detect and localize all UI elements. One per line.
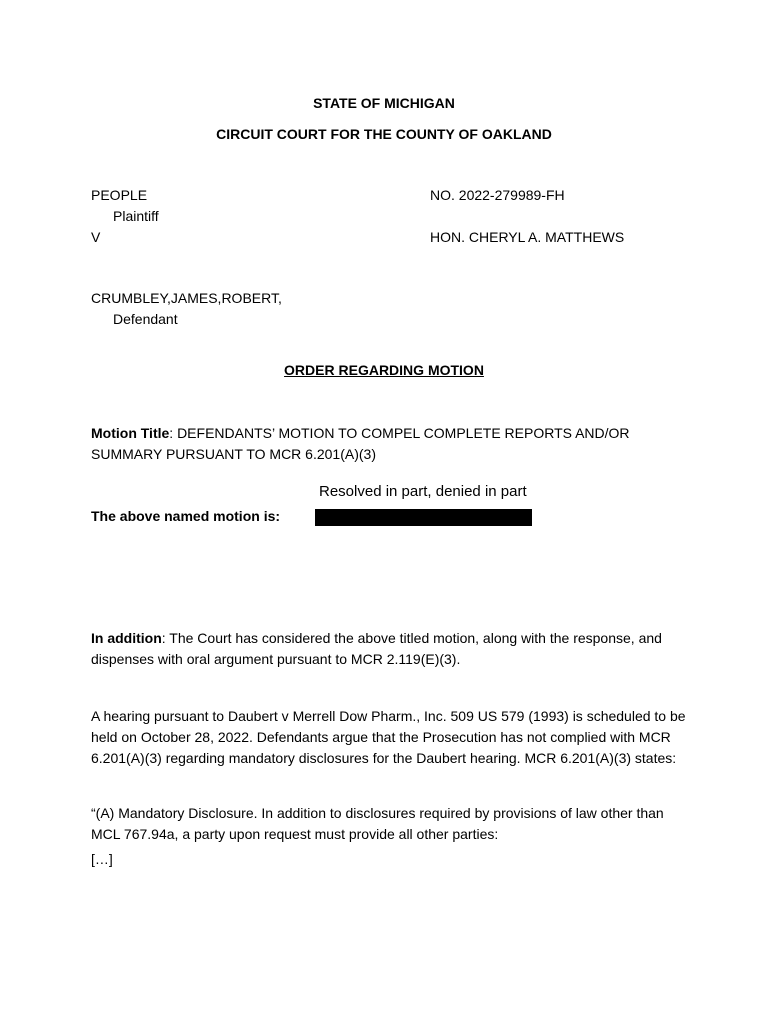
plaintiff-name: PEOPLE	[91, 187, 148, 203]
motion-status-label: The above named motion is:	[91, 508, 281, 524]
order-title: ORDER REGARDING MOTION	[284, 362, 484, 378]
court-heading: CIRCUIT COURT FOR THE COUNTY OF OAKLAND	[216, 126, 552, 142]
motion-title-text: : DEFENDANTS’ MOTION TO COMPEL COMPLETE REPORTS AND/OR SUMMARY PURSUANT TO MCR 6.201(A)(3)	[91, 425, 630, 462]
hearing-paragraph: A hearing pursuant to Daubert v Merrell Dow Pharm., Inc. 509 US 579 (1993) is scheduled to be held on October 28, 2022. Defendants argue that the Prosecution has not complied with MCR 6.201(A)(3) regarding mandatory disclosures for the Daubert hearing. MCR 6.201(A)(3) states:	[91, 708, 686, 766]
motion-title-label: Motion Title	[91, 425, 170, 441]
addition-label: In addition	[91, 630, 162, 646]
motion-title-paragraph	[91, 423, 691, 465]
ellipsis-marker: […]	[91, 851, 113, 867]
state-heading: STATE OF MICHIGAN	[313, 95, 455, 111]
addition-paragraph	[91, 628, 691, 670]
motion-status-value: Resolved in part, denied in part	[319, 483, 527, 500]
versus-label: V	[91, 229, 101, 245]
case-number: NO. 2022-279989-FH	[430, 187, 565, 203]
redaction-bar	[315, 509, 532, 526]
judge-name: HON. CHERYL A. MATTHEWS	[430, 229, 625, 245]
plaintiff-role: Plaintiff	[113, 208, 159, 224]
defendant-name: CRUMBLEY,JAMES,ROBERT,	[91, 290, 282, 306]
quote-paragraph: “(A) Mandatory Disclosure. In addition to disclosures required by provisions of law other than MCL 767.94a, a party upon request must provide all other parties:	[91, 805, 664, 842]
addition-text: : The Court has considered the above titled motion, along with the response, and dispenses with oral argument pursuant to MCR 2.119(E)(3).	[91, 630, 662, 667]
defendant-role: Defendant	[113, 311, 178, 327]
